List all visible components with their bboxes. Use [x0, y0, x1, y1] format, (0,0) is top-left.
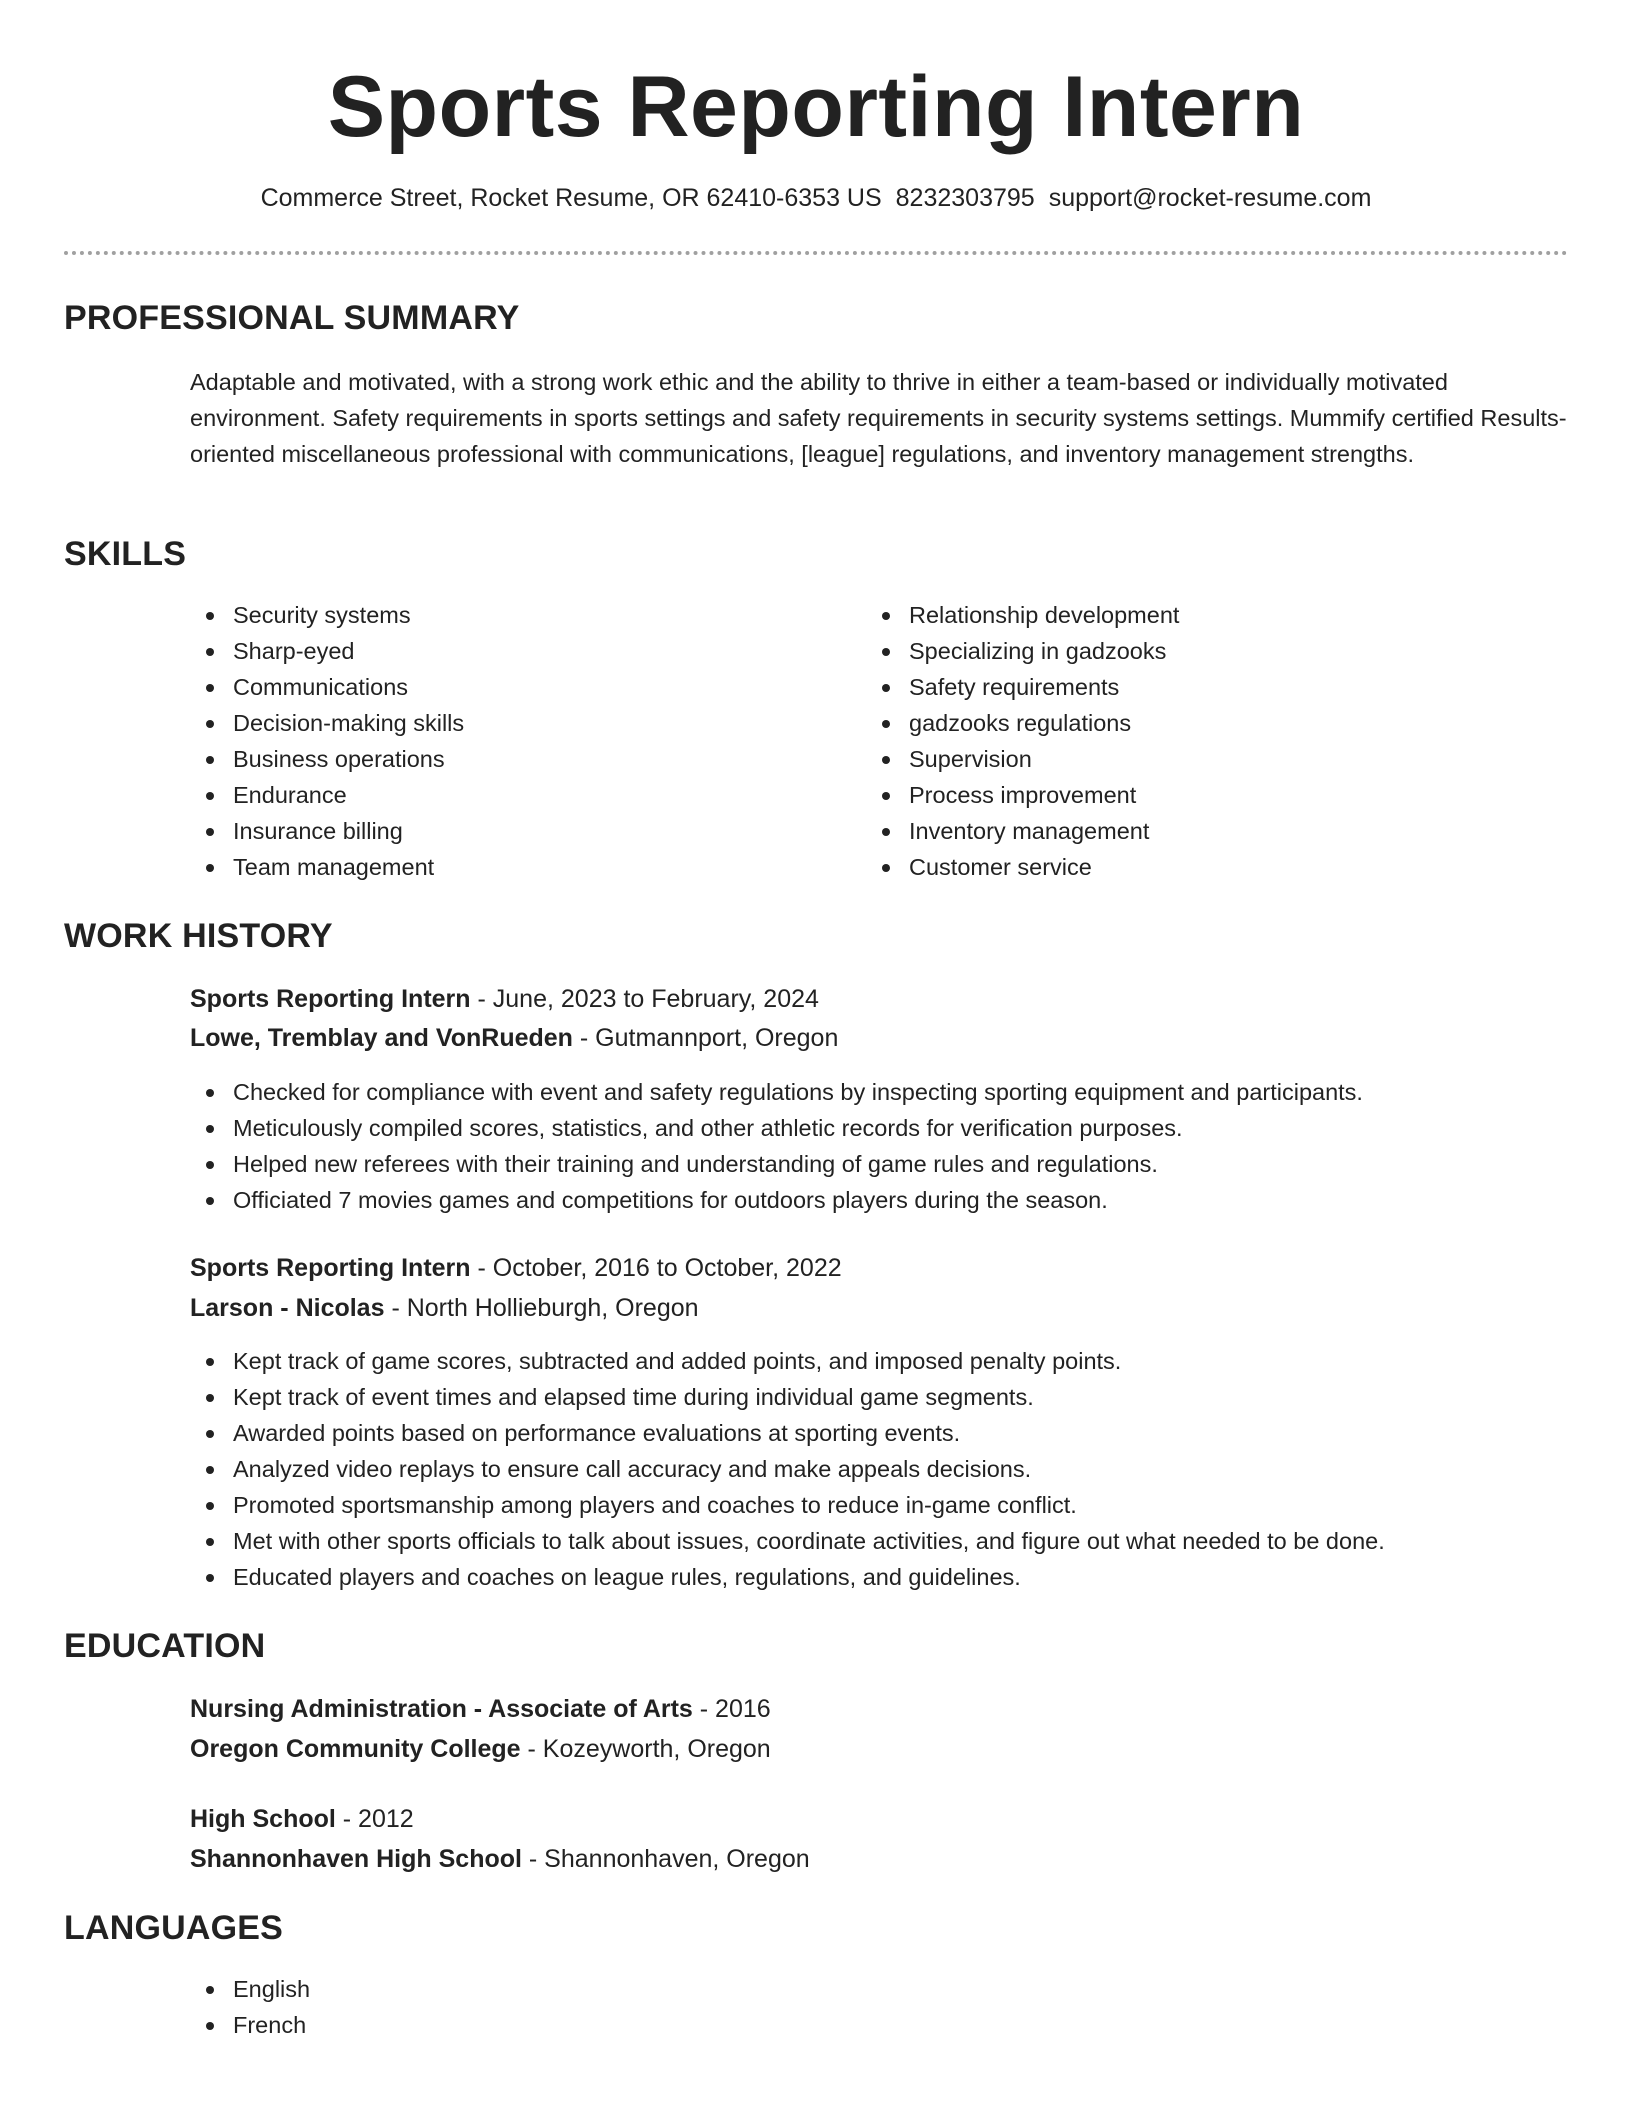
job-role: Sports Reporting Intern	[190, 985, 471, 1013]
job-bullets	[190, 1074, 1590, 1218]
edu-school: Oregon Community College	[190, 1735, 521, 1763]
skill-item: Sharp-eyed	[190, 633, 850, 669]
job-company: Lowe, Tremblay and VonRueden	[190, 1024, 573, 1052]
skill-item: Insurance billing	[190, 813, 850, 849]
job-bullet: Kept track of game scores, subtracted and added points, and imposed penalty points.	[190, 1343, 1590, 1379]
job-location: - Gutmannport, Oregon	[572, 1024, 839, 1052]
job-location: - North Hollieburgh, Oregon	[384, 1294, 699, 1322]
summary-text: Adaptable and motivated, with a strong work ethic and the ability to thrive in either a team-based or individually motivated environment. Safety requirements in sports settings and safety requirements in security systems settings. Mummify certified Results-oriented miscellaneous professional with communications, [league] regulations, and inventory management strengths.	[190, 369, 1567, 467]
language-item: French	[190, 2007, 790, 2043]
job-bullet: Meticulously compiled scores, statistics, and other athletic records for verification purposes.	[190, 1110, 1590, 1146]
skills-list-left	[190, 597, 850, 885]
job-company: Larson - Nicolas	[190, 1294, 385, 1322]
education-title: EDUCATION	[64, 1627, 266, 1665]
languages-title: LANGUAGES	[64, 1909, 284, 1947]
header-divider	[64, 251, 1568, 255]
candidate-name: Sports Reporting Intern	[327, 59, 1305, 155]
skill-item: Supervision	[866, 741, 1526, 777]
job-bullet: Helped new referees with their training and understanding of game rules and regulations.	[190, 1146, 1590, 1182]
edu-year: - 2012	[335, 1805, 414, 1833]
job-company-line	[190, 1289, 699, 1327]
job-bullets	[190, 1343, 1590, 1595]
job-bullet: Promoted sportsmanship among players and coaches to reduce in-game conflict.	[190, 1487, 1590, 1523]
job-bullet: Met with other sports officials to talk about issues, coordinate activities, and figure out what needed to be done.	[190, 1523, 1590, 1559]
skill-item: Security systems	[190, 597, 850, 633]
skill-item: Safety requirements	[866, 669, 1526, 705]
contact-line	[0, 180, 1632, 216]
edu-school-line	[190, 1730, 771, 1768]
edu-degree: Nursing Administration - Associate of Arts	[190, 1695, 693, 1723]
job-company-line	[190, 1019, 838, 1057]
contact-email[interactable]: support@rocket-resume.com	[1048, 184, 1372, 212]
job-dates: - October, 2016 to October, 2022	[470, 1254, 842, 1282]
skill-item: Process improvement	[866, 777, 1526, 813]
skills-list-right	[866, 597, 1526, 885]
skill-item: gadzooks regulations	[866, 705, 1526, 741]
languages-list	[190, 1971, 790, 2043]
job-role: Sports Reporting Intern	[190, 1254, 471, 1282]
skill-item: Endurance	[190, 777, 850, 813]
skills-title: SKILLS	[64, 535, 187, 573]
job-title-line	[190, 980, 819, 1018]
job-bullet: Analyzed video replays to ensure call accuracy and make appeals decisions.	[190, 1451, 1590, 1487]
job-title-line	[190, 1249, 842, 1287]
edu-degree: High School	[190, 1805, 336, 1833]
skill-item: Communications	[190, 669, 850, 705]
skill-item: Specializing in gadzooks	[866, 633, 1526, 669]
skill-item: Business operations	[190, 741, 850, 777]
edu-degree-line	[190, 1690, 771, 1728]
contact-address: Commerce Street, Rocket Resume, OR 62410-6353 US	[260, 184, 882, 212]
skill-item: Inventory management	[866, 813, 1526, 849]
skill-item: Relationship development	[866, 597, 1526, 633]
job-bullet: Kept track of event times and elapsed time during individual game segments.	[190, 1379, 1590, 1415]
job-bullet: Awarded points based on performance evaluations at sporting events.	[190, 1415, 1590, 1451]
edu-school-line	[190, 1840, 810, 1878]
job-dates: - June, 2023 to February, 2024	[470, 985, 819, 1013]
skill-item: Customer service	[866, 849, 1526, 885]
skill-item: Team management	[190, 849, 850, 885]
summary-title: PROFESSIONAL SUMMARY	[64, 299, 520, 337]
job-bullet: Educated players and coaches on league rules, regulations, and guidelines.	[190, 1559, 1590, 1595]
edu-school: Shannonhaven High School	[190, 1845, 522, 1873]
edu-year: - 2016	[692, 1695, 771, 1723]
edu-location: - Shannonhaven, Oregon	[521, 1845, 810, 1873]
job-bullet: Officiated 7 movies games and competitions for outdoors players during the season.	[190, 1182, 1590, 1218]
language-item: English	[190, 1971, 790, 2007]
edu-degree-line	[190, 1800, 414, 1838]
edu-location: - Kozeyworth, Oregon	[520, 1735, 771, 1763]
contact-phone: 8232303795	[895, 184, 1035, 212]
skill-item: Decision-making skills	[190, 705, 850, 741]
job-bullet: Checked for compliance with event and safety regulations by inspecting sporting equipment and participants.	[190, 1074, 1590, 1110]
work-title: WORK HISTORY	[64, 917, 333, 955]
